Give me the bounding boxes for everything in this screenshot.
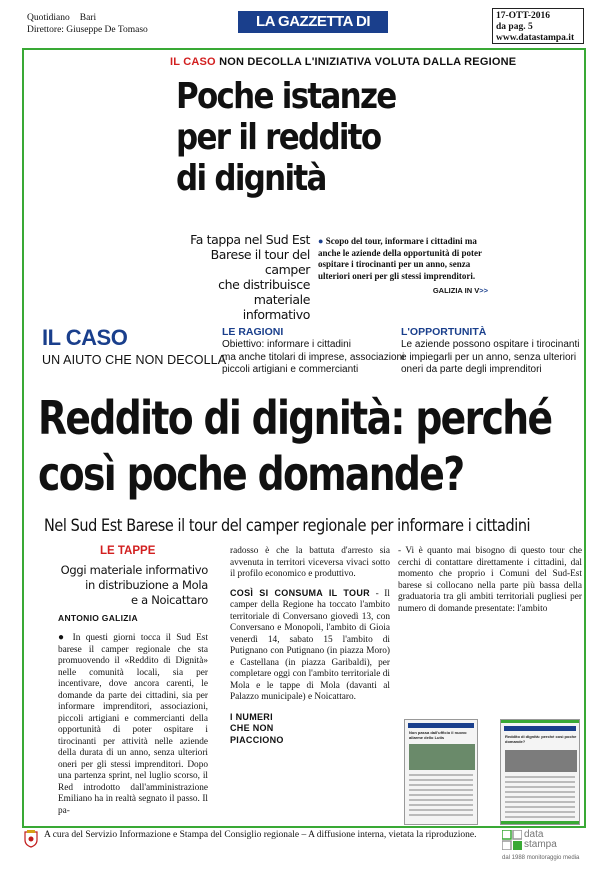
opportunity-line: oneri da parte degli imprenditori bbox=[401, 364, 542, 375]
page-thumbnail[interactable]: Non passa dall'ufficio il nuovo allarme dello Lutis bbox=[404, 719, 478, 825]
publication-info bbox=[27, 12, 148, 36]
body-text: radosso è che la battuta d'arresto sia avvenuta in territori viceversa vivaci sotto il profilo economico e produttivo. bbox=[230, 546, 390, 579]
reasons-line: Obiettivo: informare i cittadini bbox=[222, 339, 351, 350]
opportunity-heading: L'OPPORTUNITÀ bbox=[401, 326, 487, 338]
author-byline: ANTONIO GALIZIA bbox=[58, 613, 138, 623]
top-kicker bbox=[170, 56, 516, 68]
page-thumbnail[interactable]: Reddito di dignità: perché così poche domande? bbox=[500, 719, 580, 825]
paper-type: Quotidiano bbox=[27, 13, 70, 23]
body-column-3 bbox=[398, 546, 582, 615]
top-summary-box bbox=[318, 236, 488, 297]
top-summary-text: Scopo del tour, informare i cittadini ma anche le aziende della opportunità di poter ospitare i tirocinanti per un anno, senza ulteriori oneri per gli stessi imprenditori. bbox=[318, 236, 482, 281]
body-subhead: COSÌ SI CONSUMA IL TOUR bbox=[230, 587, 370, 598]
top-subhead-line: materiale informativo bbox=[242, 292, 310, 322]
region-crest-icon bbox=[24, 830, 38, 848]
top-headline-line: per il reddito bbox=[176, 117, 381, 158]
top-kicker-label: IL CASO bbox=[170, 56, 216, 68]
opportunity-line: e impiegarli per un anno, senza ulteriori bbox=[401, 351, 577, 363]
page-thumbnails bbox=[404, 719, 582, 827]
continued-label: GALIZIA IN V bbox=[432, 286, 480, 295]
datastampa-tagline: dal 1988 monitoraggio media bbox=[502, 855, 580, 861]
section-subtitle: UN AIUTO CHE NON DECOLLA bbox=[42, 353, 227, 367]
body-text: In questi giorni tocca il Sud Est barese il camper regionale che sta promuovendo il «Reddito di Dignità» nelle comunità locali, sia per incentivare, dove ancora carenti, le domande da parte dei cittadini, sia per informare imprenditori, associazioni, piccoli artigiani e commercianti della opportunità di poter ospitare i tirocinanti per attività nelle aziende della durata di un anno, senza ulteriori oneri per gli stessi imprenditori. Dopo una partenza sprint, nel luglio scorso, il Red introdotto dall'amministrazione Emiliano ha in realtà segnato il passo. Il pa- bbox=[58, 633, 209, 816]
continued-arrow-icon: >> bbox=[479, 286, 488, 295]
datastampa-icon bbox=[502, 830, 522, 850]
stops-subhead bbox=[58, 563, 208, 608]
top-kicker-text: NON DECOLLA L'INIZIATIVA VOLUTA DALLA REGIONE bbox=[219, 56, 517, 68]
body-subhead-2 bbox=[230, 712, 390, 747]
footer-notice: A cura del Servizio Informazione e Stampa del Consiglio regionale – A diffusione interna, vietata la riproduzione. bbox=[44, 830, 477, 840]
stops-line: e a Noicattaro bbox=[130, 593, 208, 607]
main-headline bbox=[38, 390, 552, 502]
main-headline-line: Reddito di dignità: perché bbox=[38, 391, 552, 445]
logo-line: stampa bbox=[524, 839, 557, 850]
clipping-info-box bbox=[492, 8, 584, 44]
body-column-2 bbox=[230, 546, 390, 746]
reasons-heading: LE RAGIONI bbox=[222, 326, 284, 338]
director: Direttore: Giuseppe De Tomaso bbox=[27, 25, 148, 35]
paper-city: Bari bbox=[79, 13, 97, 23]
main-deck: Nel Sud Est Barese il tour del camper regionale per informare i cittadini bbox=[44, 516, 531, 536]
body-text: - Il camper della Regione ha toccato l'ambito territoriale di Conversano giovedì 13, con Conversano e Monopoli, l'ambito di Gioia venerdì 14, sabato 15 l'ambito di Putignano con Putignano (in piazza Moro) e Castellana (in piazza Garibaldi), per completare oggi con l'ambito territoriale di Mola e le tappe di Mola (davanti al Palazzo municipale) e Noicattaro. bbox=[230, 588, 390, 702]
datastampa-wordmark bbox=[524, 830, 557, 850]
clip-date: 17-OTT-2016 bbox=[496, 11, 551, 21]
continued-reference bbox=[318, 285, 488, 297]
subhead-line: PIACCIONO bbox=[230, 734, 284, 745]
top-subhead-line: Barese il tour del camper bbox=[210, 247, 310, 277]
section-title: IL CASO bbox=[42, 325, 128, 350]
logo-line: data bbox=[524, 829, 544, 840]
opportunity-line: Le aziende possono ospitare i tirocinanti bbox=[401, 339, 580, 350]
subhead-line: I NUMERI bbox=[230, 711, 273, 722]
clip-page: da pag. 5 bbox=[496, 22, 533, 32]
top-headline bbox=[176, 76, 460, 199]
reasons-line: piccoli artigiani e commercianti bbox=[222, 364, 359, 375]
stops-heading: LE TAPPE bbox=[100, 545, 156, 557]
bullet-icon: ● bbox=[58, 632, 73, 643]
masthead-logo: LA GAZZETTA DI BARI bbox=[238, 11, 388, 33]
stops-line: Oggi materiale informativo bbox=[60, 563, 208, 577]
opportunity-text bbox=[401, 339, 579, 377]
bullet-icon: ● bbox=[318, 236, 324, 246]
top-subhead-line: Fa tappa nel Sud Est bbox=[190, 232, 310, 247]
datastampa-logo bbox=[500, 830, 590, 864]
reasons-text bbox=[222, 339, 404, 377]
stops-line: in distribuzione a Mola bbox=[85, 578, 208, 592]
top-headline-line: Poche istanze bbox=[176, 76, 396, 117]
top-headline-line: di dignità bbox=[176, 158, 326, 199]
clip-site[interactable]: www.datastampa.it bbox=[496, 33, 575, 43]
reasons-line: ma anche titolari di imprese, associazioni bbox=[222, 351, 405, 363]
body-text: - Vi è quanto mai bisogno di questo tour che cerchi di contattare direttamente i cittadini, dal momento che proprio i Comuni del Sud-Est barese si collocano nella parte più bassa della graduatoria tra gli ambiti territoriali pugliesi per numero di domande presentate: l'ambito bbox=[398, 546, 582, 614]
top-subhead bbox=[186, 232, 310, 322]
top-subhead-line: che distribuisce bbox=[218, 277, 310, 292]
subhead-line: CHE NON bbox=[230, 723, 274, 733]
body-column-1 bbox=[58, 632, 208, 817]
main-headline-line: così poche domande? bbox=[38, 447, 464, 501]
